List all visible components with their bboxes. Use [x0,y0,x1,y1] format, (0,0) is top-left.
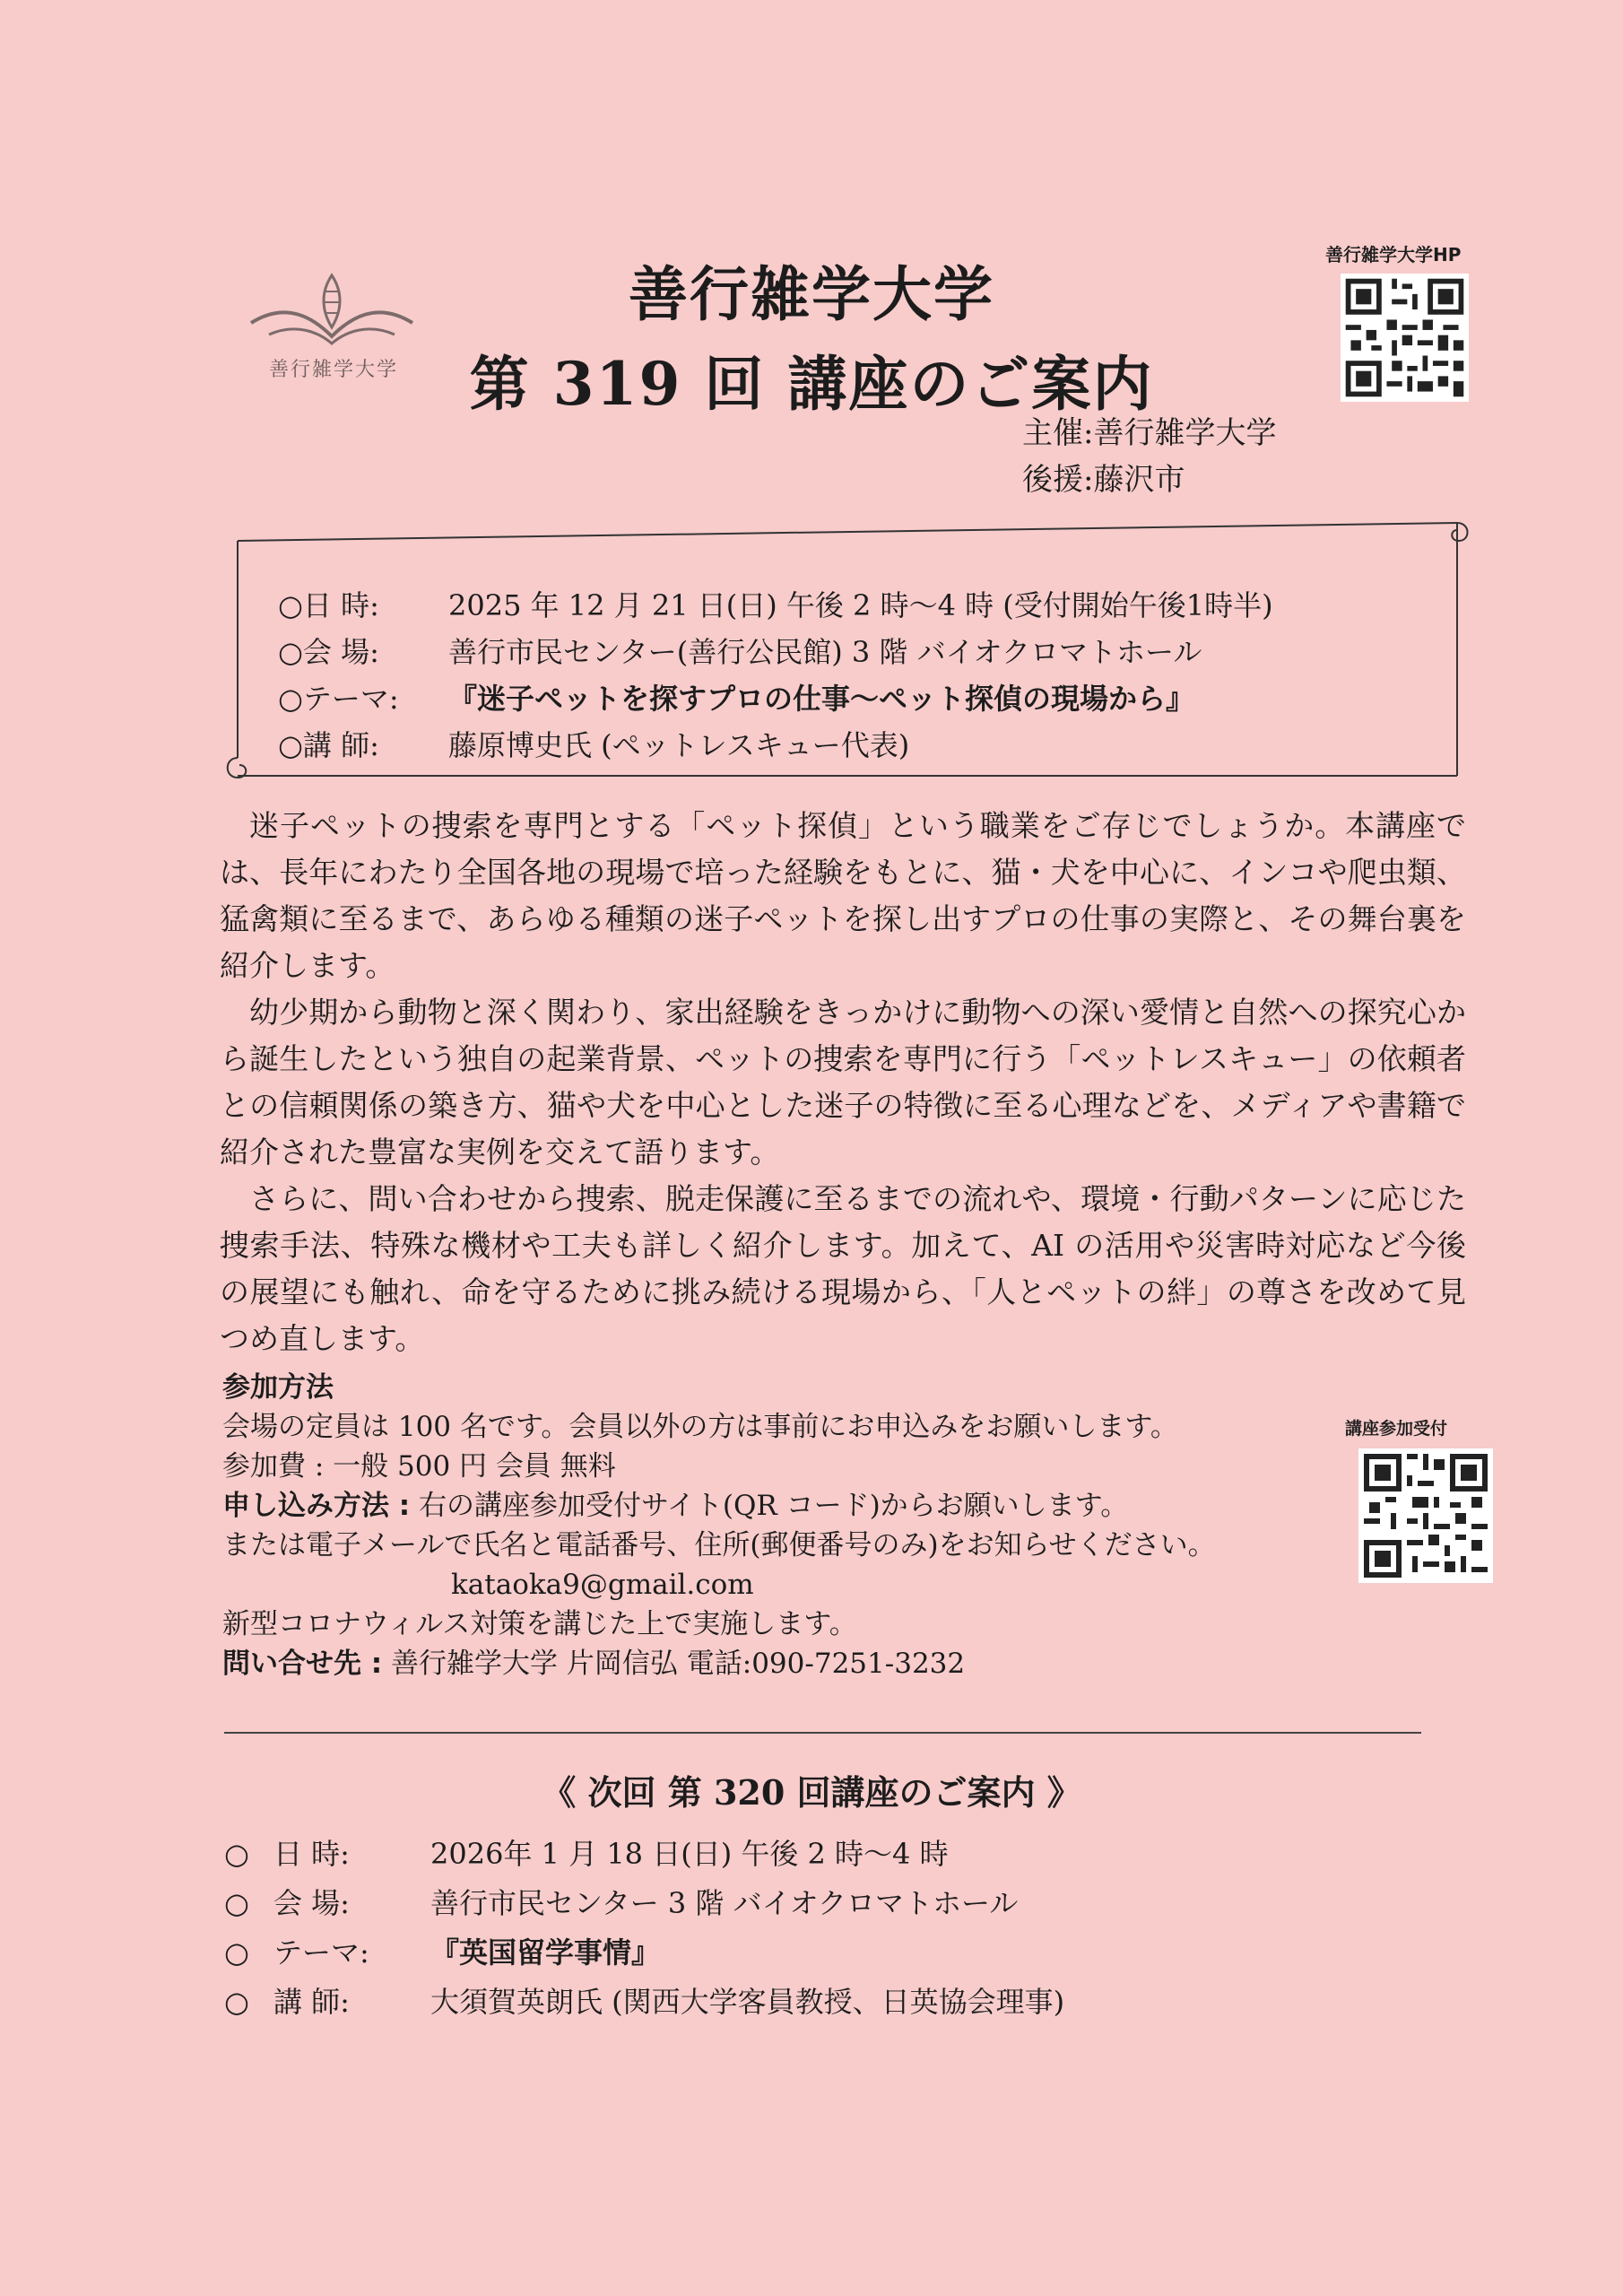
circle-bullet-icon: ○ [224,1886,249,1920]
event-date-label: ○日 時: [278,588,379,622]
circle-bullet-icon: ○ [224,1837,249,1871]
event-venue-row [278,630,1202,671]
next-venue-label: 会 場: [273,1886,350,1920]
registration-qr-label: 講座参加受付 [1345,1419,1448,1439]
description-paragraph-1: 迷子ペットの捜索を専門とする「ペット探偵」という職業をご存じでしょうか。本講座では、長年にわたり全国各地の現場で培った経験をもとに、猫・犬を中心に、インコや爬虫類、猛禽類に至るまで、あらゆる種類の迷子ペットを探し出すプロの仕事の実際と、その舞台裏を紹介します。 [220,808,1466,983]
apply-row [222,1486,1216,1526]
next-lecture-title: 《 次回 第 320 回講座のご案内 》 [542,1772,1081,1813]
next-lecturer-label: 講 師: [273,1985,350,2019]
next-lecturer-row [224,1978,1064,2027]
next-venue-value: 善行市民センター 3 階 バイオクロマトホール [430,1886,1019,1920]
event-theme-label: ○テーマ: [278,682,399,716]
next-date-value: 2026年 1 月 18 日(日) 午後 2 時～4 時 [430,1837,949,1871]
event-info-box [220,516,1475,794]
description [220,803,1466,1362]
event-venue-value: 善行市民センター(善行公民館) 3 階 バイオクロマトホール [448,635,1202,669]
participation-section [222,1368,1216,1683]
next-date-label: 日 時: [273,1837,350,1871]
description-paragraph-3: さらに、問い合わせから捜索、脱走保護に至るまでの流れや、環境・行動パターンに応じた捜索手法、特殊な機材や工夫も詳しく紹介します。加えて、AI の活用や災害時対応など今後の展望にも触れ、命を守るために挑み続ける現場から、「人とペットの絆」の尊さを改めて見つめ直します。 [220,1181,1466,1356]
event-venue-label: ○会 場: [278,635,379,669]
logo-text: 善行雑学大学 [269,359,399,381]
contact-email[interactable]: kataoka9@gmail.com [451,1569,754,1601]
event-lecturer-value: 藤原博史氏 (ペットレスキュー代表) [448,728,910,762]
circle-bullet-icon: ○ [224,1935,249,1970]
university-title: 善行雑学大学 [629,259,994,329]
section-divider [224,1732,1421,1734]
apply-label: 申し込み方法 : [222,1490,411,1522]
next-venue-row [224,1879,1064,1928]
hp-qr-label: 善行雑学大学HP [1325,244,1462,265]
participation-heading: 参加方法 [222,1371,334,1404]
registration-qr-code-icon[interactable] [1358,1448,1493,1583]
next-theme-row [224,1928,1064,1978]
email-note: または電子メールで氏名と電話番号、住所(郵便番号のみ)をお知らせください。 [222,1529,1216,1561]
contact-value: 善行雑学大学 片岡信弘 電話:090-7251-3232 [382,1648,966,1680]
covid-note: 新型コロナウィルス対策を講じた上で実施します。 [222,1608,857,1640]
event-lecturer-label: ○講 師: [278,728,379,762]
fee-text: 参加費 : 一般 500 円 会員 無料 [222,1450,616,1483]
lecture-title: 第 319 回 講座のご案内 [469,349,1154,419]
event-date-value: 2025 年 12 月 21 日(日) 午後 2 時～4 時 (受付開始午後1時半) [448,588,1273,622]
host-text: 主催:善行雑学大学 [1022,415,1277,451]
capacity-text: 会場の定員は 100 名です。会員以外の方は事前にお申込みをお願いします。 [222,1411,1178,1443]
contact-label: 問い合せ先 : [222,1648,383,1680]
event-date-row [278,583,1273,624]
circle-bullet-icon: ○ [224,1985,249,2019]
apply-value: 右の講座参加受付サイト(QR コード)からお願いします。 [410,1490,1129,1522]
hp-qr-code-icon[interactable] [1341,274,1469,402]
next-date-row [224,1830,1064,1879]
event-theme-row [278,676,1194,718]
support-text: 後援:藤沢市 [1022,462,1185,498]
next-theme-label: テーマ: [273,1935,369,1970]
description-paragraph-2: 幼少期から動物と深く関わり、家出経験をきっかけに動物への深い愛情と自然への探究心から誕生したという独自の起業背景、ペットの捜索を専門に行う「ペットレスキュー」の依頼者との信頼関係の築き方、猫や犬を中心とした迷子の特徴に至る心理などを、メディアや書籍で紹介された豊富な実例を交えて語ります。 [220,995,1466,1170]
event-lecturer-row [278,723,909,764]
next-lecturer-value: 大須賀英朗氏 (関西大学客員教授、日英協会理事) [430,1985,1065,2019]
contact-row [222,1644,1216,1683]
event-theme-value: 『迷子ペットを探すプロの仕事～ペット探偵の現場から』 [448,682,1195,716]
next-lecture-details [224,1830,1064,2027]
next-theme-value: 『英国留学事情』 [430,1935,661,1970]
